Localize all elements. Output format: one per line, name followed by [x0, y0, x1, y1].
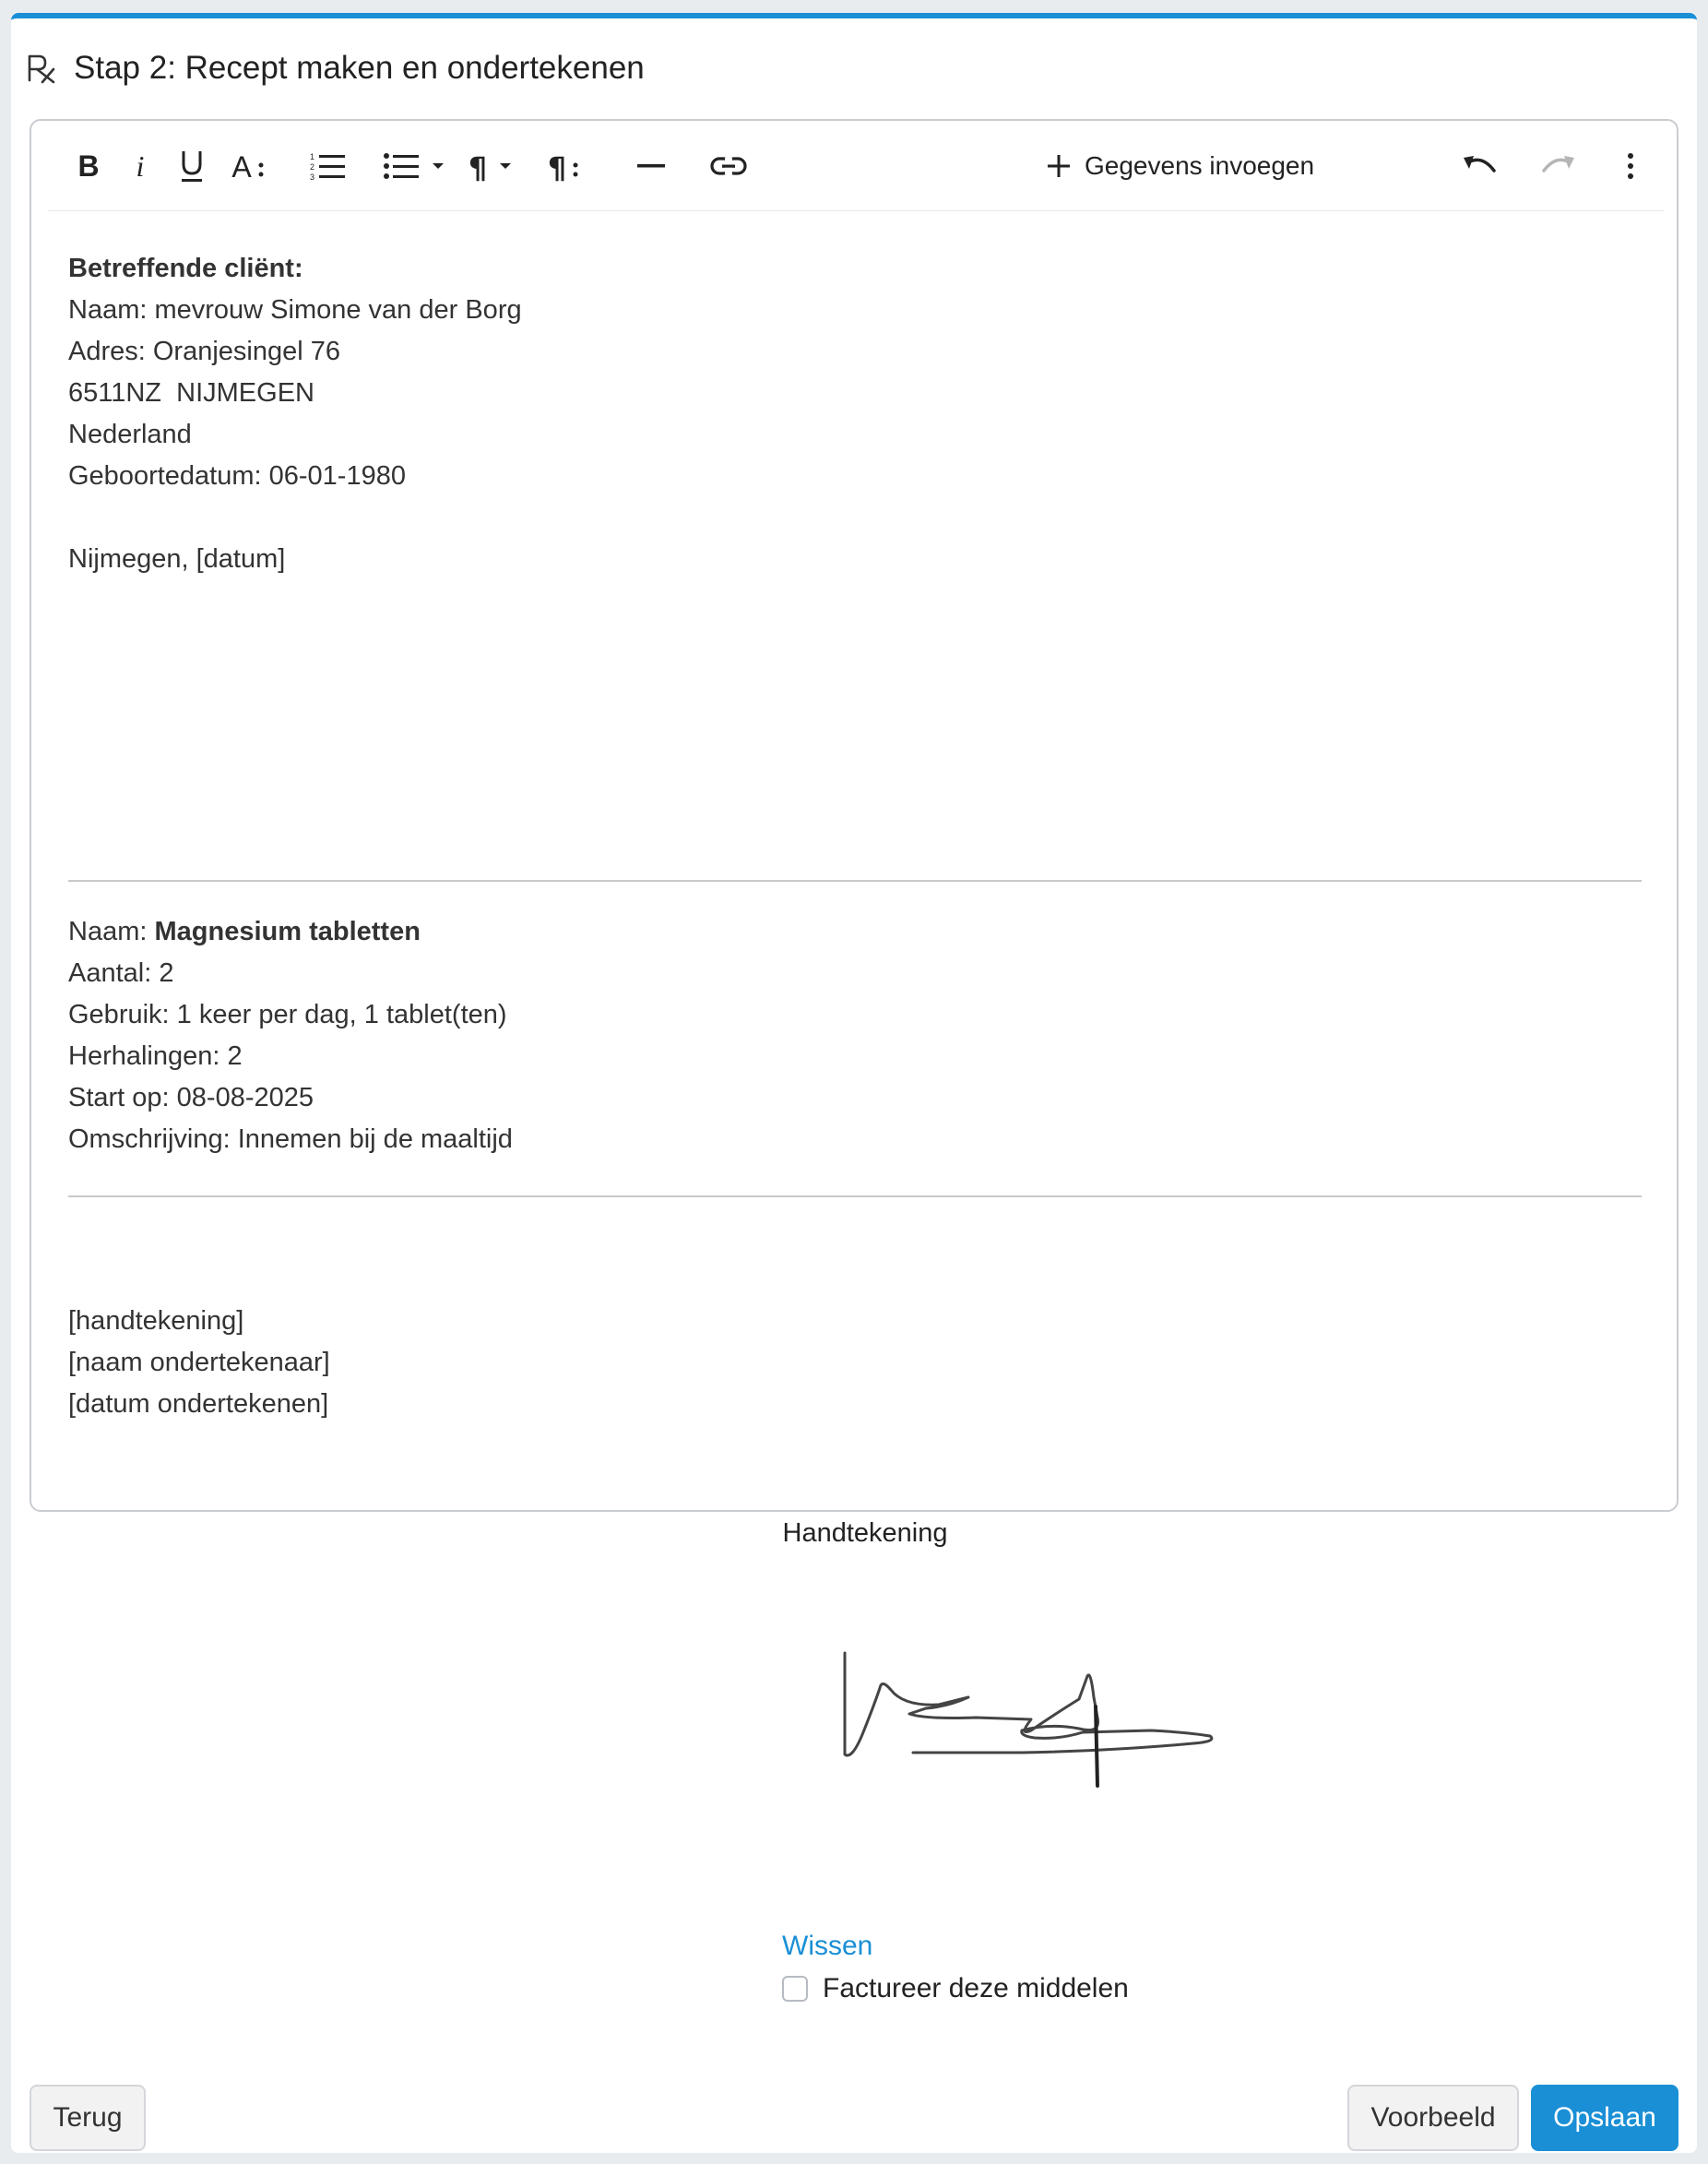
rich-text-editor[interactable]: [30, 119, 1678, 1512]
undo-button[interactable]: [1450, 137, 1509, 195]
svg-text:¶: ¶: [468, 150, 488, 182]
more-options-icon: [1625, 150, 1636, 182]
client-postal: 6511NZ NIJMEGEN: [68, 378, 314, 408]
prescription-rx-icon: [26, 53, 57, 84]
ordered-list-icon: [310, 150, 347, 182]
invoice-checkbox[interactable]: [782, 1976, 808, 2002]
paragraph-style-icon: [544, 150, 581, 182]
svg-text:¶: ¶: [547, 150, 567, 182]
preview-button[interactable]: Voorbeeld: [1347, 2085, 1519, 2151]
italic-icon: [126, 150, 154, 182]
client-address: Adres: Oranjesingel 76: [68, 337, 340, 366]
editor-content[interactable]: [68, 248, 1642, 1425]
bullet-list-button[interactable]: [373, 137, 457, 195]
svg-text:i: i: [136, 150, 145, 182]
place-date: Nijmegen, [datum]: [68, 544, 286, 574]
medication-name-value: Magnesium tabletten: [154, 917, 421, 946]
client-name: Naam: mevrouw Simone van der Borg: [68, 295, 522, 325]
clear-signature-link[interactable]: Wissen: [782, 1931, 873, 1961]
invoice-checkbox-row[interactable]: [782, 1968, 1129, 2009]
medication-start: Start op: 08-08-2025: [68, 1083, 314, 1112]
redo-icon: [1540, 150, 1577, 182]
client-birthdate: Geboortedatum: 06-01-1980: [68, 461, 406, 491]
more-options-button[interactable]: [1603, 137, 1658, 195]
editor-toolbar: [48, 121, 1664, 211]
page-title: Stap 2: Recept maken en ondertekenen: [74, 50, 645, 86]
underline-icon: [178, 148, 206, 184]
bold-button[interactable]: [61, 137, 116, 195]
medication-name: [68, 911, 1642, 953]
signature-placeholder: [handtekening]: [68, 1306, 244, 1336]
medication-repeats: Herhalingen: 2: [68, 1041, 243, 1071]
link-button[interactable]: [699, 137, 758, 195]
svg-text:2: 2: [310, 162, 315, 172]
svg-text:1: 1: [310, 152, 315, 161]
svg-text:A: A: [231, 150, 252, 182]
plus-icon: [1046, 153, 1072, 179]
link-icon: [709, 150, 748, 182]
signature-drawing: [837, 1651, 1428, 1836]
prescription-card: [11, 13, 1697, 2153]
horizontal-line-icon: [635, 150, 667, 182]
svg-text:B: B: [77, 150, 100, 182]
undo-icon: [1461, 150, 1498, 182]
medication-description: Omschrijving: Innemen bij de maaltijd: [68, 1124, 513, 1154]
italic-button[interactable]: [113, 137, 168, 195]
client-country: Nederland: [68, 420, 192, 449]
medication-usage: Gebruik: 1 keer per dag, 1 tablet(ten): [68, 1000, 507, 1029]
paragraph-style-button[interactable]: [533, 137, 592, 195]
signer-name-placeholder: [naam ondertekenaar]: [68, 1348, 330, 1377]
save-button[interactable]: Opslaan: [1531, 2085, 1678, 2151]
paragraph-format-button[interactable]: [459, 137, 526, 195]
signature-title: Handtekening: [782, 1518, 948, 1548]
medication-amount: Aantal: 2: [68, 958, 174, 988]
insert-data-button[interactable]: [1046, 137, 1341, 195]
bullet-list-icon: [383, 150, 447, 182]
svg-text:3: 3: [310, 172, 315, 182]
font-size-button[interactable]: [218, 137, 277, 195]
signature-pad[interactable]: [837, 1651, 1428, 1840]
paragraph-format-icon: [465, 150, 520, 182]
redo-button[interactable]: [1529, 137, 1588, 195]
ordered-list-button[interactable]: [299, 137, 358, 195]
underline-button[interactable]: [164, 137, 219, 195]
bold-icon: [75, 150, 102, 182]
back-button[interactable]: Terug: [30, 2085, 146, 2151]
font-size-icon: [229, 150, 266, 182]
horizontal-line-button[interactable]: [622, 137, 681, 195]
medication-name-prefix: Naam:: [68, 917, 155, 946]
invoice-checkbox-label: Factureer deze middelen: [823, 1973, 1129, 2003]
card-header: [26, 46, 645, 90]
signing-date-placeholder: [datum ondertekenen]: [68, 1389, 329, 1419]
insert-data-label: Gegevens invoegen: [1085, 151, 1315, 180]
client-heading: Betreffende cliënt:: [68, 254, 303, 283]
